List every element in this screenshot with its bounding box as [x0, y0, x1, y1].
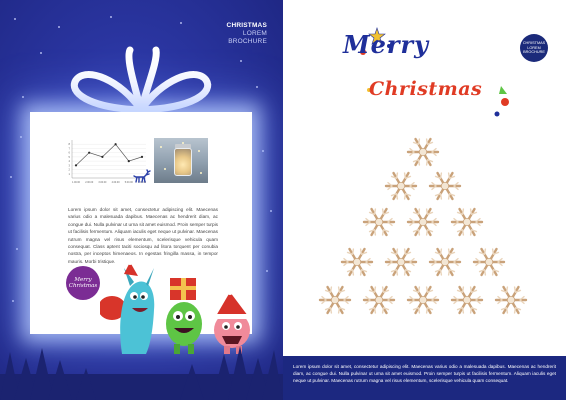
x-tick-label: 3.00.00 [98, 181, 107, 184]
y-tick-label: 2 [68, 168, 70, 172]
snowflake-icon [408, 209, 438, 235]
y-tick-label: 5 [68, 155, 70, 159]
data-point [88, 152, 90, 154]
snowflake-icon [430, 249, 460, 275]
snowflake-icon [474, 249, 504, 275]
left-body-text: Lorem ipsum dolor sit amet, consectetur adipiscing elit. Maecenas varius odio a malesuada dapibus. Maecenas ac hendrerit diam, ac congue dui. Nulla pulvinar ut urna sit amet euismod. Proin semper turpis ut facilisis fermentum. Aliquam iaculis eget neque ut pulvinar. Maecenas rutrum magna vel risus elementum, scelerisque vehicula quam consequat. Class aptent taciti sociosqu ad litora torquent per conubia nostra, per inceptos himenaeos. In egestas fringilla massa, in tempor mauris. Morbi tristique. [68, 207, 218, 264]
data-point [141, 156, 143, 158]
x-tick-label: 1.00.00 [72, 181, 80, 184]
y-tick-label: 4 [68, 160, 70, 164]
snowflake-icon [342, 249, 372, 275]
x-tick-label: 2.00.00 [85, 181, 94, 184]
jar-lights-photo [154, 138, 208, 183]
data-point [101, 156, 103, 158]
gift-bow-icon [66, 40, 216, 118]
y-tick-label: 8 [68, 143, 70, 147]
snowflake-icon [408, 139, 438, 165]
snowflake-icon [364, 287, 394, 313]
tag-line-1: CHRISTMAS [522, 41, 546, 46]
snowflake-icon [386, 173, 416, 199]
data-point [128, 160, 130, 162]
data-point [115, 143, 117, 145]
snowflake-icon [320, 287, 350, 313]
y-tick-label: 3 [68, 164, 70, 168]
x-tick-label: 5.00.00 [124, 181, 133, 184]
x-tick-label: 4.00.00 [111, 181, 120, 184]
brand-line-1: CHRISTMAS [226, 22, 267, 29]
logo-christmas: Christmas [369, 78, 483, 100]
pine-tree-silhouettes [0, 328, 283, 400]
snowflake-icon [408, 287, 438, 313]
snowflake-icon [452, 209, 482, 235]
brand-line-3: BROCHURE [228, 38, 267, 45]
brand-line-2: LOREM [242, 30, 267, 37]
y-tick-label: 7 [68, 147, 70, 151]
footer-text: Lorem ipsum dolor sit amet, consectetur adipiscing elit. Maecenas varius odio a malesuada dapibus. Maecenas ac hendrerit diam, ac congue dui. Nulla pulvinar ut urna sit amet euismod. Proin semper turpis ut facilisis fermentum. Aliquam iaculis eget neque ut pulvinar. Maecenas rutrum magna vel risus elementum, scelerisque vehicula quam consequat. [283, 356, 566, 400]
x-tick-label: 6.00.00 [138, 181, 146, 184]
tag-line-2: LOREM [527, 45, 541, 50]
y-tick-label: 1 [68, 172, 70, 176]
snowflake-icon [386, 249, 416, 275]
snowflake-icon [364, 209, 394, 235]
right-page [283, 0, 566, 400]
snowflake-icon [452, 287, 482, 313]
reindeer-icon [132, 168, 152, 184]
merry-christmas-badge: Merry Christmas [66, 266, 100, 300]
series-line [76, 144, 142, 165]
y-tick-label: 6 [68, 151, 70, 155]
tag-line-3: BROCHURE [523, 50, 545, 55]
snowflake-icon [430, 173, 460, 199]
jar [174, 148, 192, 176]
logo-merry: Merry [343, 30, 430, 59]
snowflake-icon [496, 287, 526, 313]
data-point [75, 164, 77, 166]
brand-label [227, 22, 267, 46]
snowflake-tree-illustration [283, 0, 566, 400]
